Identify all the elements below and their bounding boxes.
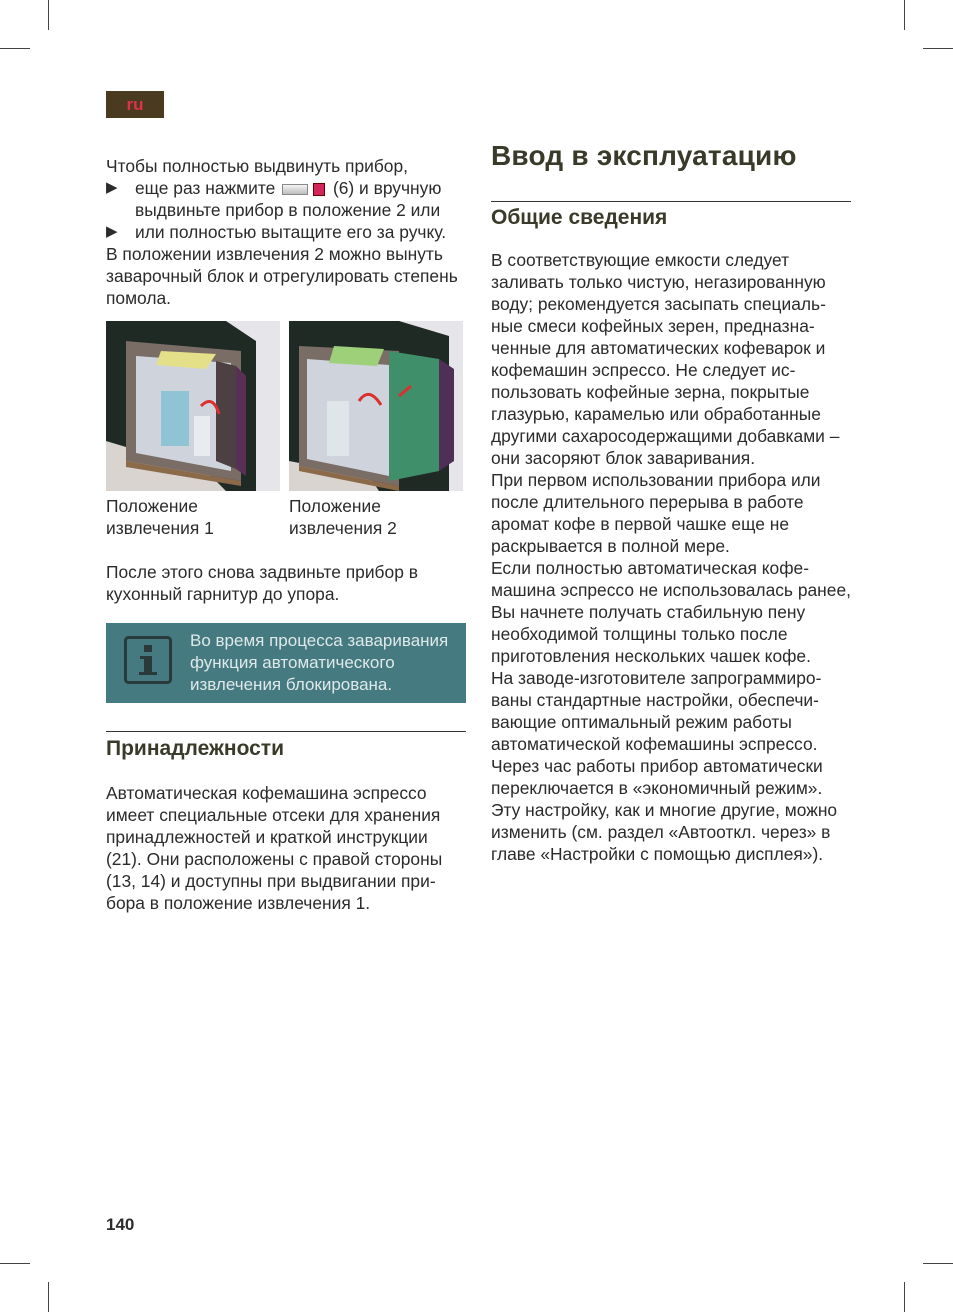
list-item [106, 221, 466, 243]
info-text: Во время процесса заваривания функция автоматического извлечения блокирована. [190, 631, 449, 694]
bullet-text [135, 177, 466, 221]
appliance-drawer-illustration [106, 321, 280, 491]
bullet-triangle-icon: ▶ [106, 179, 118, 196]
crop-mark [923, 1263, 953, 1264]
left-column [106, 155, 466, 914]
crop-mark [48, 0, 49, 30]
page-number: 140 [106, 1215, 135, 1234]
section-divider [106, 731, 466, 732]
paragraph: Автоматическая кофемашина эспрессо имеет специальные отсеки для хранения принадлежностей и краткой инструкции (21). Они расположены с правой стороны (13, 14) и доступны при выдвигании прибора в положение извлечения 1. [106, 783, 443, 913]
info-icon [124, 636, 172, 684]
paragraph: Через час работы прибор автоматически переключается в «экономичный режим». Эту настройку, как и многие другие, можно изменить (см. раздел «Автооткл. через» в главе «Настройки с помощью дисплея»). [491, 756, 838, 864]
paragraph: На заводе-изготовителе запрограммированы стандартные настройки, обеспечивающие оптимальный режим работы автоматической кофемашины эспрессо. [491, 668, 822, 754]
figure-position-2 [289, 321, 463, 539]
crop-mark [904, 1282, 905, 1312]
page-title: Ввод в эксплуатацию [491, 140, 797, 171]
crop-mark [48, 1282, 49, 1312]
bullet-text-part: еще раз нажмите [135, 178, 276, 198]
intro-text: Чтобы полностью выдвинуть прибор, [106, 156, 408, 176]
key-icon [282, 184, 308, 195]
figures [106, 321, 466, 539]
crop-mark [0, 1263, 30, 1264]
section-title: Общие сведения [491, 206, 668, 229]
figure-caption: Положение извлечения 1 [106, 496, 214, 538]
section-title: Принадлежности [106, 737, 284, 760]
paragraph: Если полностью автоматическая кофемашина эспрессо не использовалась ранее, Вы начнете получать стабильную пену необходимой толщины только после приготовления нескольких чашек кофе. [491, 558, 851, 666]
crop-mark [904, 0, 905, 30]
info-box [106, 623, 466, 703]
crop-mark [923, 48, 953, 49]
paragraph: В соответствующие емкости следует заливать только чистую, негазированную воду; рекомендуется засыпать специальные смеси кофейных зерен, предназначенные для автоматических кофеварок и кофемашин эспрессо. Не следует использовать кофейные зерна, покрытые глазурью, карамелью или обработанные другими сахаросодержащими добавками – они засоряют блок заваривания. [491, 250, 840, 468]
figure-caption: Положение извлечения 2 [289, 496, 397, 538]
paragraph: После этого снова задвиньте прибор в кухонный гарнитур до упора. [106, 562, 418, 604]
crop-mark [0, 48, 30, 49]
info-icon-wrap [106, 623, 190, 684]
right-column [491, 140, 851, 865]
language-tab: ru [106, 91, 164, 118]
section-divider [491, 201, 851, 202]
bullet-triangle-icon: ▶ [106, 223, 118, 240]
paragraph: В положении извлечения 2 можно вынуть заварочный блок и отрегулировать степень помола. [106, 244, 458, 308]
list-item [106, 177, 466, 221]
bullet-text-part: (6) и вручную выдвиньте прибор в положение 2 или [135, 178, 442, 220]
bullet-text: или полностью вытащите его за ручку. [135, 222, 447, 242]
appliance-drawer-illustration [289, 321, 463, 491]
red-key-icon [313, 183, 325, 196]
figure-position-1 [106, 321, 280, 539]
paragraph: При первом использовании прибора или после длительного перерыва в работе аромат кофе в первой чашке еще не раскрывается в полной мере. [491, 470, 821, 556]
